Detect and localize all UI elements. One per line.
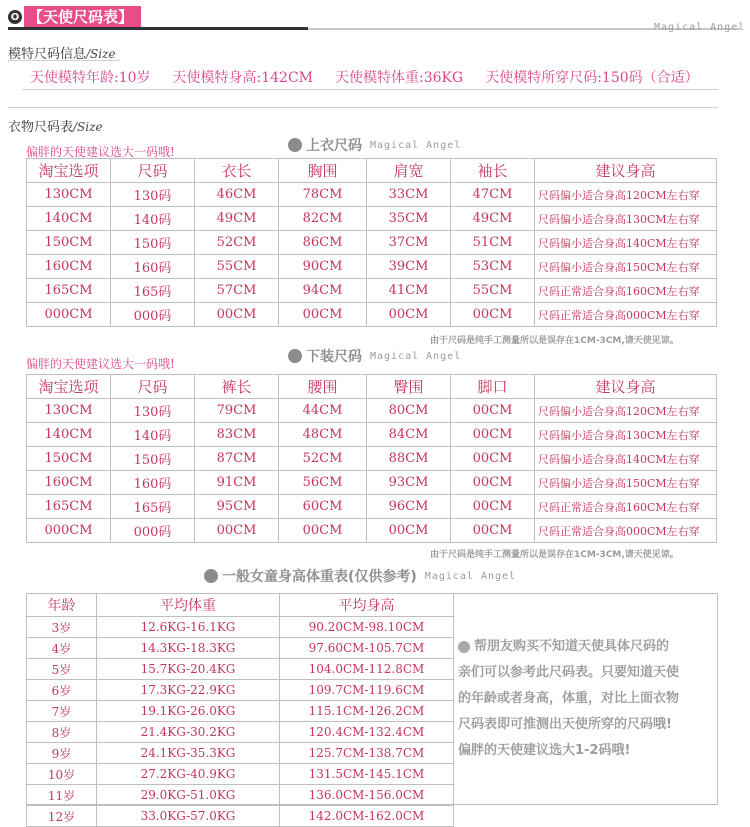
table-cell: 21.4KG-30.2KG bbox=[97, 722, 280, 743]
table-cell: 150CM bbox=[27, 447, 111, 471]
table-cell: 140CM bbox=[27, 207, 111, 231]
table-cell: 165码 bbox=[111, 279, 195, 303]
model-weight: 天使模特体重:36KG bbox=[335, 70, 464, 86]
table-cell: 94CM bbox=[279, 279, 367, 303]
clothes-section-title bbox=[8, 116, 103, 135]
table-cell: 96CM bbox=[367, 495, 451, 519]
table-cell: 尺码偏小适合身高150CM左右穿 bbox=[535, 255, 717, 279]
advice-line-text: 亲们可以参考此尺码表。只要知道天使 bbox=[458, 665, 680, 680]
table-cell: 165码 bbox=[111, 495, 195, 519]
bottom-pill bbox=[288, 346, 461, 366]
table-header-cell: 衣长 bbox=[195, 159, 279, 183]
model-size: 天使模特所穿尺码:150码（合适） bbox=[485, 70, 699, 86]
table-header-cell: 建议身高 bbox=[535, 375, 717, 399]
table-cell: 11岁 bbox=[27, 785, 97, 806]
table-cell: 7岁 bbox=[27, 701, 97, 722]
table-cell: 91CM bbox=[195, 471, 279, 495]
table-row bbox=[27, 399, 717, 423]
header-divider-accent bbox=[8, 27, 308, 30]
table-cell: 130码 bbox=[111, 399, 195, 423]
table-cell: 130码 bbox=[111, 183, 195, 207]
top-pill-label: 上衣尺码 bbox=[306, 138, 362, 154]
table-cell: 140码 bbox=[111, 423, 195, 447]
table-cell: 3岁 bbox=[27, 617, 97, 638]
advice-line-text: 帮朋友购买不知道天使具体尺码的 bbox=[474, 639, 670, 654]
table-cell: 尺码正常适合身高000CM左右穿 bbox=[535, 303, 717, 327]
table-cell: 93CM bbox=[367, 471, 451, 495]
advice-line bbox=[458, 686, 718, 712]
table-cell: 52CM bbox=[279, 447, 367, 471]
advice-line-text: 尺码表即可推测出天使所穿的尺码哦! bbox=[458, 717, 672, 732]
table-header-cell: 平均体重 bbox=[97, 594, 280, 617]
header-brand: Magical Angel bbox=[654, 22, 746, 33]
table-cell: 41CM bbox=[367, 279, 451, 303]
table-cell: 24.1KG-35.3KG bbox=[97, 743, 280, 764]
table-cell: 00CM bbox=[451, 303, 535, 327]
header-banner bbox=[8, 6, 141, 28]
table-cell: 150码 bbox=[111, 231, 195, 255]
table-header-cell: 袖长 bbox=[451, 159, 535, 183]
top-pill-brand: Magical Angel bbox=[370, 139, 462, 151]
table-cell: 83CM bbox=[195, 423, 279, 447]
advice-line bbox=[458, 712, 718, 738]
table-header-cell: 淘宝选项 bbox=[27, 375, 111, 399]
model-section-sub: /Size bbox=[86, 47, 116, 61]
table-row bbox=[27, 279, 717, 303]
table-cell: 00CM bbox=[195, 303, 279, 327]
table-cell: 56CM bbox=[279, 471, 367, 495]
table-cell: 88CM bbox=[367, 447, 451, 471]
model-info-line bbox=[30, 67, 721, 87]
clothes-section-sub: /Size bbox=[73, 120, 103, 134]
table-row bbox=[27, 303, 717, 327]
table-cell: 120.4CM-132.4CM bbox=[280, 722, 454, 743]
table-cell: 60CM bbox=[279, 495, 367, 519]
kids-pill-label: 一般女童身高体重表(仅供参考) bbox=[222, 569, 417, 585]
table-cell: 160CM bbox=[27, 471, 111, 495]
table-cell: 27.2KG-40.9KG bbox=[97, 764, 280, 785]
table-cell: 15.7KG-20.4KG bbox=[97, 659, 280, 680]
table-header-row bbox=[27, 375, 717, 399]
advice-line-text: 的年龄或者身高，体重，对比上面衣物 bbox=[458, 691, 680, 706]
table-cell: 10岁 bbox=[27, 764, 97, 785]
table-cell: 19.1KG-26.0KG bbox=[97, 701, 280, 722]
table-header-cell: 淘宝选项 bbox=[27, 159, 111, 183]
table-cell: 00CM bbox=[451, 447, 535, 471]
table-row bbox=[27, 806, 454, 827]
table-cell: 37CM bbox=[367, 231, 451, 255]
table-cell: 86CM bbox=[279, 231, 367, 255]
table-cell: 12.6KG-16.1KG bbox=[97, 617, 280, 638]
table-cell: 125.7CM-138.7CM bbox=[280, 743, 454, 764]
table-header-cell: 臀围 bbox=[367, 375, 451, 399]
table-header-cell: 脚口 bbox=[451, 375, 535, 399]
table-cell: 17.3KG-22.9KG bbox=[97, 680, 280, 701]
table-cell: 33CM bbox=[367, 183, 451, 207]
table-row bbox=[27, 447, 717, 471]
table-cell: 104.0CM-112.8CM bbox=[280, 659, 454, 680]
table-cell: 165CM bbox=[27, 495, 111, 519]
model-age: 天使模特年龄:10岁 bbox=[30, 70, 151, 86]
table-header-cell: 腰围 bbox=[279, 375, 367, 399]
table-row bbox=[27, 743, 454, 764]
table-row bbox=[27, 495, 717, 519]
table-cell: 55CM bbox=[451, 279, 535, 303]
table-cell: 57CM bbox=[195, 279, 279, 303]
table-row bbox=[27, 231, 717, 255]
table-cell: 00CM bbox=[367, 519, 451, 543]
table-header-cell: 尺码 bbox=[111, 375, 195, 399]
table-row bbox=[27, 519, 717, 543]
table-cell: 90CM bbox=[279, 255, 367, 279]
table-cell: 00CM bbox=[451, 519, 535, 543]
table-cell: 82CM bbox=[279, 207, 367, 231]
table-row bbox=[27, 255, 717, 279]
table-row bbox=[27, 423, 717, 447]
bottom-size-table bbox=[26, 374, 717, 543]
table-header-cell: 尺码 bbox=[111, 159, 195, 183]
table-header-cell: 建议身高 bbox=[535, 159, 717, 183]
table-cell: 00CM bbox=[451, 495, 535, 519]
table-cell: 00CM bbox=[279, 303, 367, 327]
top-hint: 偏胖的天使建议选大一码哦! bbox=[26, 145, 175, 159]
table-cell: 6岁 bbox=[27, 680, 97, 701]
table-header-row bbox=[27, 594, 454, 617]
table-cell: 48CM bbox=[279, 423, 367, 447]
table-cell: 97.60CM-105.7CM bbox=[280, 638, 454, 659]
table-cell: 8岁 bbox=[27, 722, 97, 743]
table-cell: 00CM bbox=[367, 303, 451, 327]
table-cell: 39CM bbox=[367, 255, 451, 279]
table-cell: 87CM bbox=[195, 447, 279, 471]
logo-icon: O bbox=[8, 10, 22, 24]
table-cell: 尺码偏小适合身高140CM左右穿 bbox=[535, 447, 717, 471]
table-cell: 29.0KG-51.0KG bbox=[97, 785, 280, 806]
table-header-cell: 胸围 bbox=[279, 159, 367, 183]
table-cell: 140码 bbox=[111, 207, 195, 231]
table-cell: 109.7CM-119.6CM bbox=[280, 680, 454, 701]
section-divider bbox=[8, 107, 718, 108]
table-header-row bbox=[27, 159, 717, 183]
table-row bbox=[27, 207, 717, 231]
table-cell: 00CM bbox=[279, 519, 367, 543]
table-cell: 165CM bbox=[27, 279, 111, 303]
advice-line bbox=[458, 660, 718, 686]
table-cell: 84CM bbox=[367, 423, 451, 447]
bottom-pill-brand: Magical Angel bbox=[370, 350, 462, 362]
table-header-cell: 裤长 bbox=[195, 375, 279, 399]
table-cell: 160码 bbox=[111, 471, 195, 495]
table-cell: 5岁 bbox=[27, 659, 97, 680]
table-header-cell: 平均身高 bbox=[280, 594, 454, 617]
bottom-hint: 偏胖的天使建议选大一码哦! bbox=[26, 357, 175, 371]
table-cell: 尺码偏小适合身高120CM左右穿 bbox=[535, 183, 717, 207]
table-cell: 尺码正常适合身高000CM左右穿 bbox=[535, 519, 717, 543]
kids-advice bbox=[458, 634, 718, 764]
advice-line bbox=[458, 634, 718, 660]
table-cell: 000码 bbox=[111, 519, 195, 543]
bullet-icon bbox=[458, 641, 470, 653]
table-cell: 140CM bbox=[27, 423, 111, 447]
kids-pill-brand: Magical Angel bbox=[424, 570, 517, 582]
table-cell: 000CM bbox=[27, 519, 111, 543]
advice-line bbox=[458, 738, 718, 764]
advice-line-text: 偏胖的天使建议选大1-2码哦! bbox=[458, 743, 631, 758]
top-note: 由于尺码是纯手工测量所以是误存在1CM-3CM,请天使见谅。 bbox=[430, 336, 679, 346]
table-cell: 000码 bbox=[111, 303, 195, 327]
table-row bbox=[27, 680, 454, 701]
table-cell: 131.5CM-145.1CM bbox=[280, 764, 454, 785]
page-title: 【天使尺码表】 bbox=[24, 6, 141, 28]
table-row bbox=[27, 785, 454, 806]
table-cell: 49CM bbox=[195, 207, 279, 231]
table-cell: 4岁 bbox=[27, 638, 97, 659]
table-row bbox=[27, 764, 454, 785]
table-row bbox=[27, 722, 454, 743]
clothes-section-title-text: 衣物尺码表 bbox=[8, 120, 74, 135]
model-section-title-text: 模特尺码信息 bbox=[8, 47, 87, 62]
table-cell: 46CM bbox=[195, 183, 279, 207]
table-cell: 55CM bbox=[195, 255, 279, 279]
table-cell: 53CM bbox=[451, 255, 535, 279]
table-cell: 51CM bbox=[451, 231, 535, 255]
top-size-table bbox=[26, 158, 717, 327]
table-cell: 尺码偏小适合身高130CM左右穿 bbox=[535, 207, 717, 231]
table-header-cell: 肩宽 bbox=[367, 159, 451, 183]
table-cell: 150CM bbox=[27, 231, 111, 255]
bottom-note: 由于尺码是纯手工测量所以是误存在1CM-3CM,请天使见谅。 bbox=[430, 550, 679, 560]
top-pill bbox=[288, 135, 461, 155]
table-cell: 136.0CM-156.0CM bbox=[280, 785, 454, 806]
table-cell: 尺码偏小适合身高130CM左右穿 bbox=[535, 423, 717, 447]
table-cell: 47CM bbox=[451, 183, 535, 207]
kids-pill bbox=[204, 566, 516, 586]
table-cell: 150码 bbox=[111, 447, 195, 471]
table-cell: 49CM bbox=[451, 207, 535, 231]
kids-table bbox=[26, 593, 454, 827]
table-cell: 00CM bbox=[451, 399, 535, 423]
table-cell: 142.0CM-162.0CM bbox=[280, 806, 454, 827]
table-row bbox=[27, 701, 454, 722]
table-cell: 160码 bbox=[111, 255, 195, 279]
table-cell: 尺码偏小适合身高120CM左右穿 bbox=[535, 399, 717, 423]
table-cell: 33.0KG-57.0KG bbox=[97, 806, 280, 827]
table-cell: 35CM bbox=[367, 207, 451, 231]
bullet-icon bbox=[204, 569, 218, 583]
table-header-cell: 年龄 bbox=[27, 594, 97, 617]
table-cell: 79CM bbox=[195, 399, 279, 423]
bottom-pill-label: 下装尺码 bbox=[306, 349, 362, 365]
bullet-icon bbox=[288, 349, 302, 363]
table-cell: 00CM bbox=[451, 471, 535, 495]
table-cell: 尺码偏小适合身高140CM左右穿 bbox=[535, 231, 717, 255]
table-row bbox=[27, 471, 717, 495]
table-cell: 尺码偏小适合身高150CM左右穿 bbox=[535, 471, 717, 495]
table-cell: 00CM bbox=[451, 423, 535, 447]
table-row bbox=[27, 659, 454, 680]
table-cell: 52CM bbox=[195, 231, 279, 255]
table-cell: 78CM bbox=[279, 183, 367, 207]
table-cell: 160CM bbox=[27, 255, 111, 279]
table-cell: 12岁 bbox=[27, 806, 97, 827]
table-cell: 44CM bbox=[279, 399, 367, 423]
bullet-icon bbox=[288, 138, 302, 152]
table-cell: 115.1CM-126.2CM bbox=[280, 701, 454, 722]
table-cell: 130CM bbox=[27, 399, 111, 423]
table-row bbox=[27, 183, 717, 207]
table-cell: 90.20CM-98.10CM bbox=[280, 617, 454, 638]
table-cell: 尺码正常适合身高160CM左右穿 bbox=[535, 279, 717, 303]
table-row bbox=[27, 638, 454, 659]
table-cell: 000CM bbox=[27, 303, 111, 327]
model-height: 天使模特身高:142CM bbox=[172, 70, 314, 86]
table-cell: 14.3KG-18.3KG bbox=[97, 638, 280, 659]
table-cell: 9岁 bbox=[27, 743, 97, 764]
table-cell: 95CM bbox=[195, 495, 279, 519]
model-box-bottom bbox=[22, 89, 718, 90]
table-cell: 80CM bbox=[367, 399, 451, 423]
table-cell: 00CM bbox=[195, 519, 279, 543]
model-section-underline bbox=[8, 60, 120, 61]
table-row bbox=[27, 617, 454, 638]
table-cell: 130CM bbox=[27, 183, 111, 207]
table-cell: 尺码正常适合身高160CM左右穿 bbox=[535, 495, 717, 519]
